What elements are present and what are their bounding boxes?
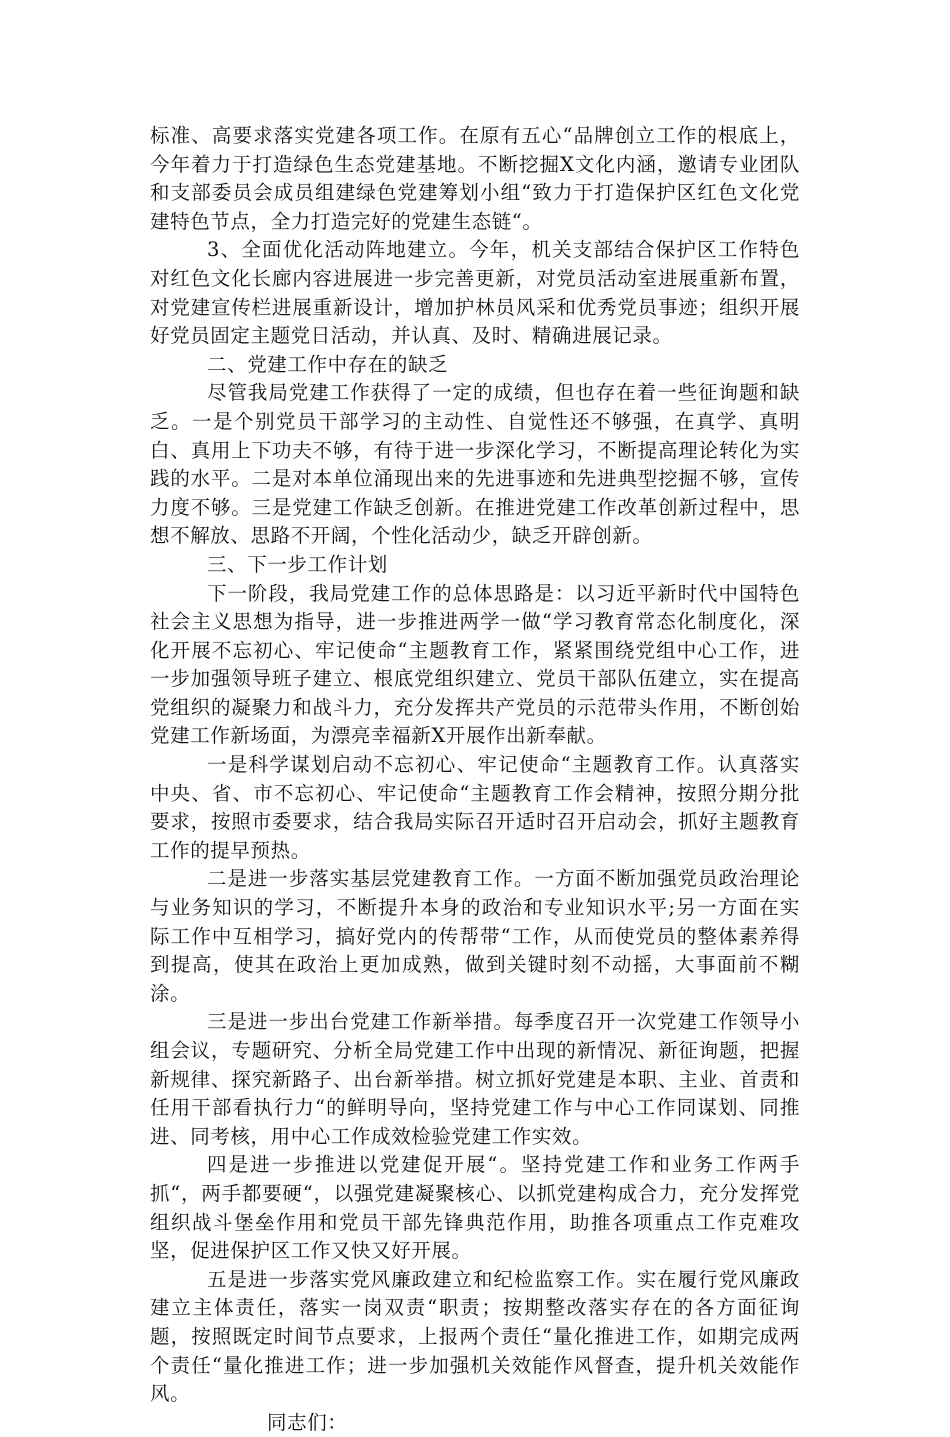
paragraph-item-3: 3、全面优化活动阵地建立。今年，机关支部结合保护区工作特色对红色文化长廊内容进展进一步完善更新，对党员活动室进展重新布置，对党建宣传栏进展重新设计，增加护林员风采和优秀党员事迹；组织开展好党员固定主题党日活动，并认真、及时、精确进展记录。 [150, 238, 800, 348]
paragraph-shortcomings: 尽管我局党建工作获得了一定的成绩，但也存在着一些征询题和缺乏。一是个别党员干部学习的主动性、自觉性还不够强，在真学、真明白、真用上下功夫不够，有待于进一步深化学习，不断提高理论转化为实践的水平。二是对本单位涌现出来的先进事迹和先进典型挖掘不够，宣传力度不够。三是党建工作缺乏创新。在推进党建工作改革创新过程中，思想不解放、思路不开阔，个性化活动少，缺乏开辟创新。 [150, 381, 800, 548]
paragraph-plan-1: 一是科学谋划启动不忘初心、牢记使命“主题教育工作。认真落实中央、省、市不忘初心、牢记使命“主题教育工作会精神，按照分期分批要求，按照市委要求，结合我局实际召开适时召开启动会，抓好主题教育工作的提早预热。 [150, 753, 800, 862]
paragraph-next-plan: 下一阶段，我局党建工作的总体思路是：以习近平新时代中国特色社会主义思想为指导，进一步推进两学一做“学习教育常态化制度化，深化开展不忘初心、牢记使命“主题教育工作，紧紧围绕党组中心工作，进一步加强领导班子建立、根底党组织建立、党员干部队伍建立，实在提高党组织的凝聚力和战斗力，充分发挥共产党员的示范带头作用，不断创始党建工作新场面，为漂亮幸福新X开展作出新奉献。 [150, 581, 800, 748]
closing-salutation: 同志们： [267, 1410, 348, 1434]
paragraph-continuation: 标准、高要求落实党建各项工作。在原有五心“品牌创立工作的根底上，今年着力于打造绿色生态党建基地。不断挖掘X文化内涵，邀请专业团队和支部委员会成员组建绿色党建筹划小组“致力于打造保护区红色文化党建特色节点，全力打造完好的党建生态链“。 [150, 124, 800, 233]
section-heading-shortcomings: 二、党建工作中存在的缺乏 [207, 352, 449, 376]
paragraph-plan-2: 二是进一步落实基层党建教育工作。一方面不断加强党员政治理论与业务知识的学习，不断提升本身的政治和专业知识水平;另一方面在实际工作中互相学习，搞好党内的传帮带“工作，从而使党员的整体素养得到提高，使其在政治上更加成熟，做到关键时刻不动摇，大事面前不糊涂。 [150, 867, 800, 1005]
document-body [150, 122, 800, 1437]
paragraph-plan-3: 三是进一步出台党建工作新举措。每季度召开一次党建工作领导小组会议，专题研究、分析全局党建工作中出现的新情况、新征询题，把握新规律、探究新路子、出台新举措。树立抓好党建是本职、主业、首责和任用干部看执行力“的鲜明导向，坚持党建工作与中心工作同谋划、同推进、同考核，用中心工作成效检验党建工作实效。 [150, 1010, 800, 1148]
section-heading-next-plan: 三、下一步工作计划 [207, 552, 388, 576]
paragraph-plan-4: 四是进一步推进以党建促开展“。坚持党建工作和业务工作两手抓“，两手都要硬“，以强党建凝聚核心、以抓党建构成合力，充分发挥党组织战斗堡垒作用和党员干部先锋典范作用，助推各项重点工作克难攻坚，促进保护区工作又快又好开展。 [150, 1153, 800, 1263]
paragraph-plan-5: 五是进一步落实党风廉政建立和纪检监察工作。实在履行党风廉政建立主体责任，落实一岗双责“职责；按期整改落实存在的各方面征询题，按照既定时间节点要求，上报两个责任“量化推进工作，如期完成两个责任“量化推进工作；进一步加强机关效能作风督查，提升机关效能作风。 [150, 1267, 800, 1406]
